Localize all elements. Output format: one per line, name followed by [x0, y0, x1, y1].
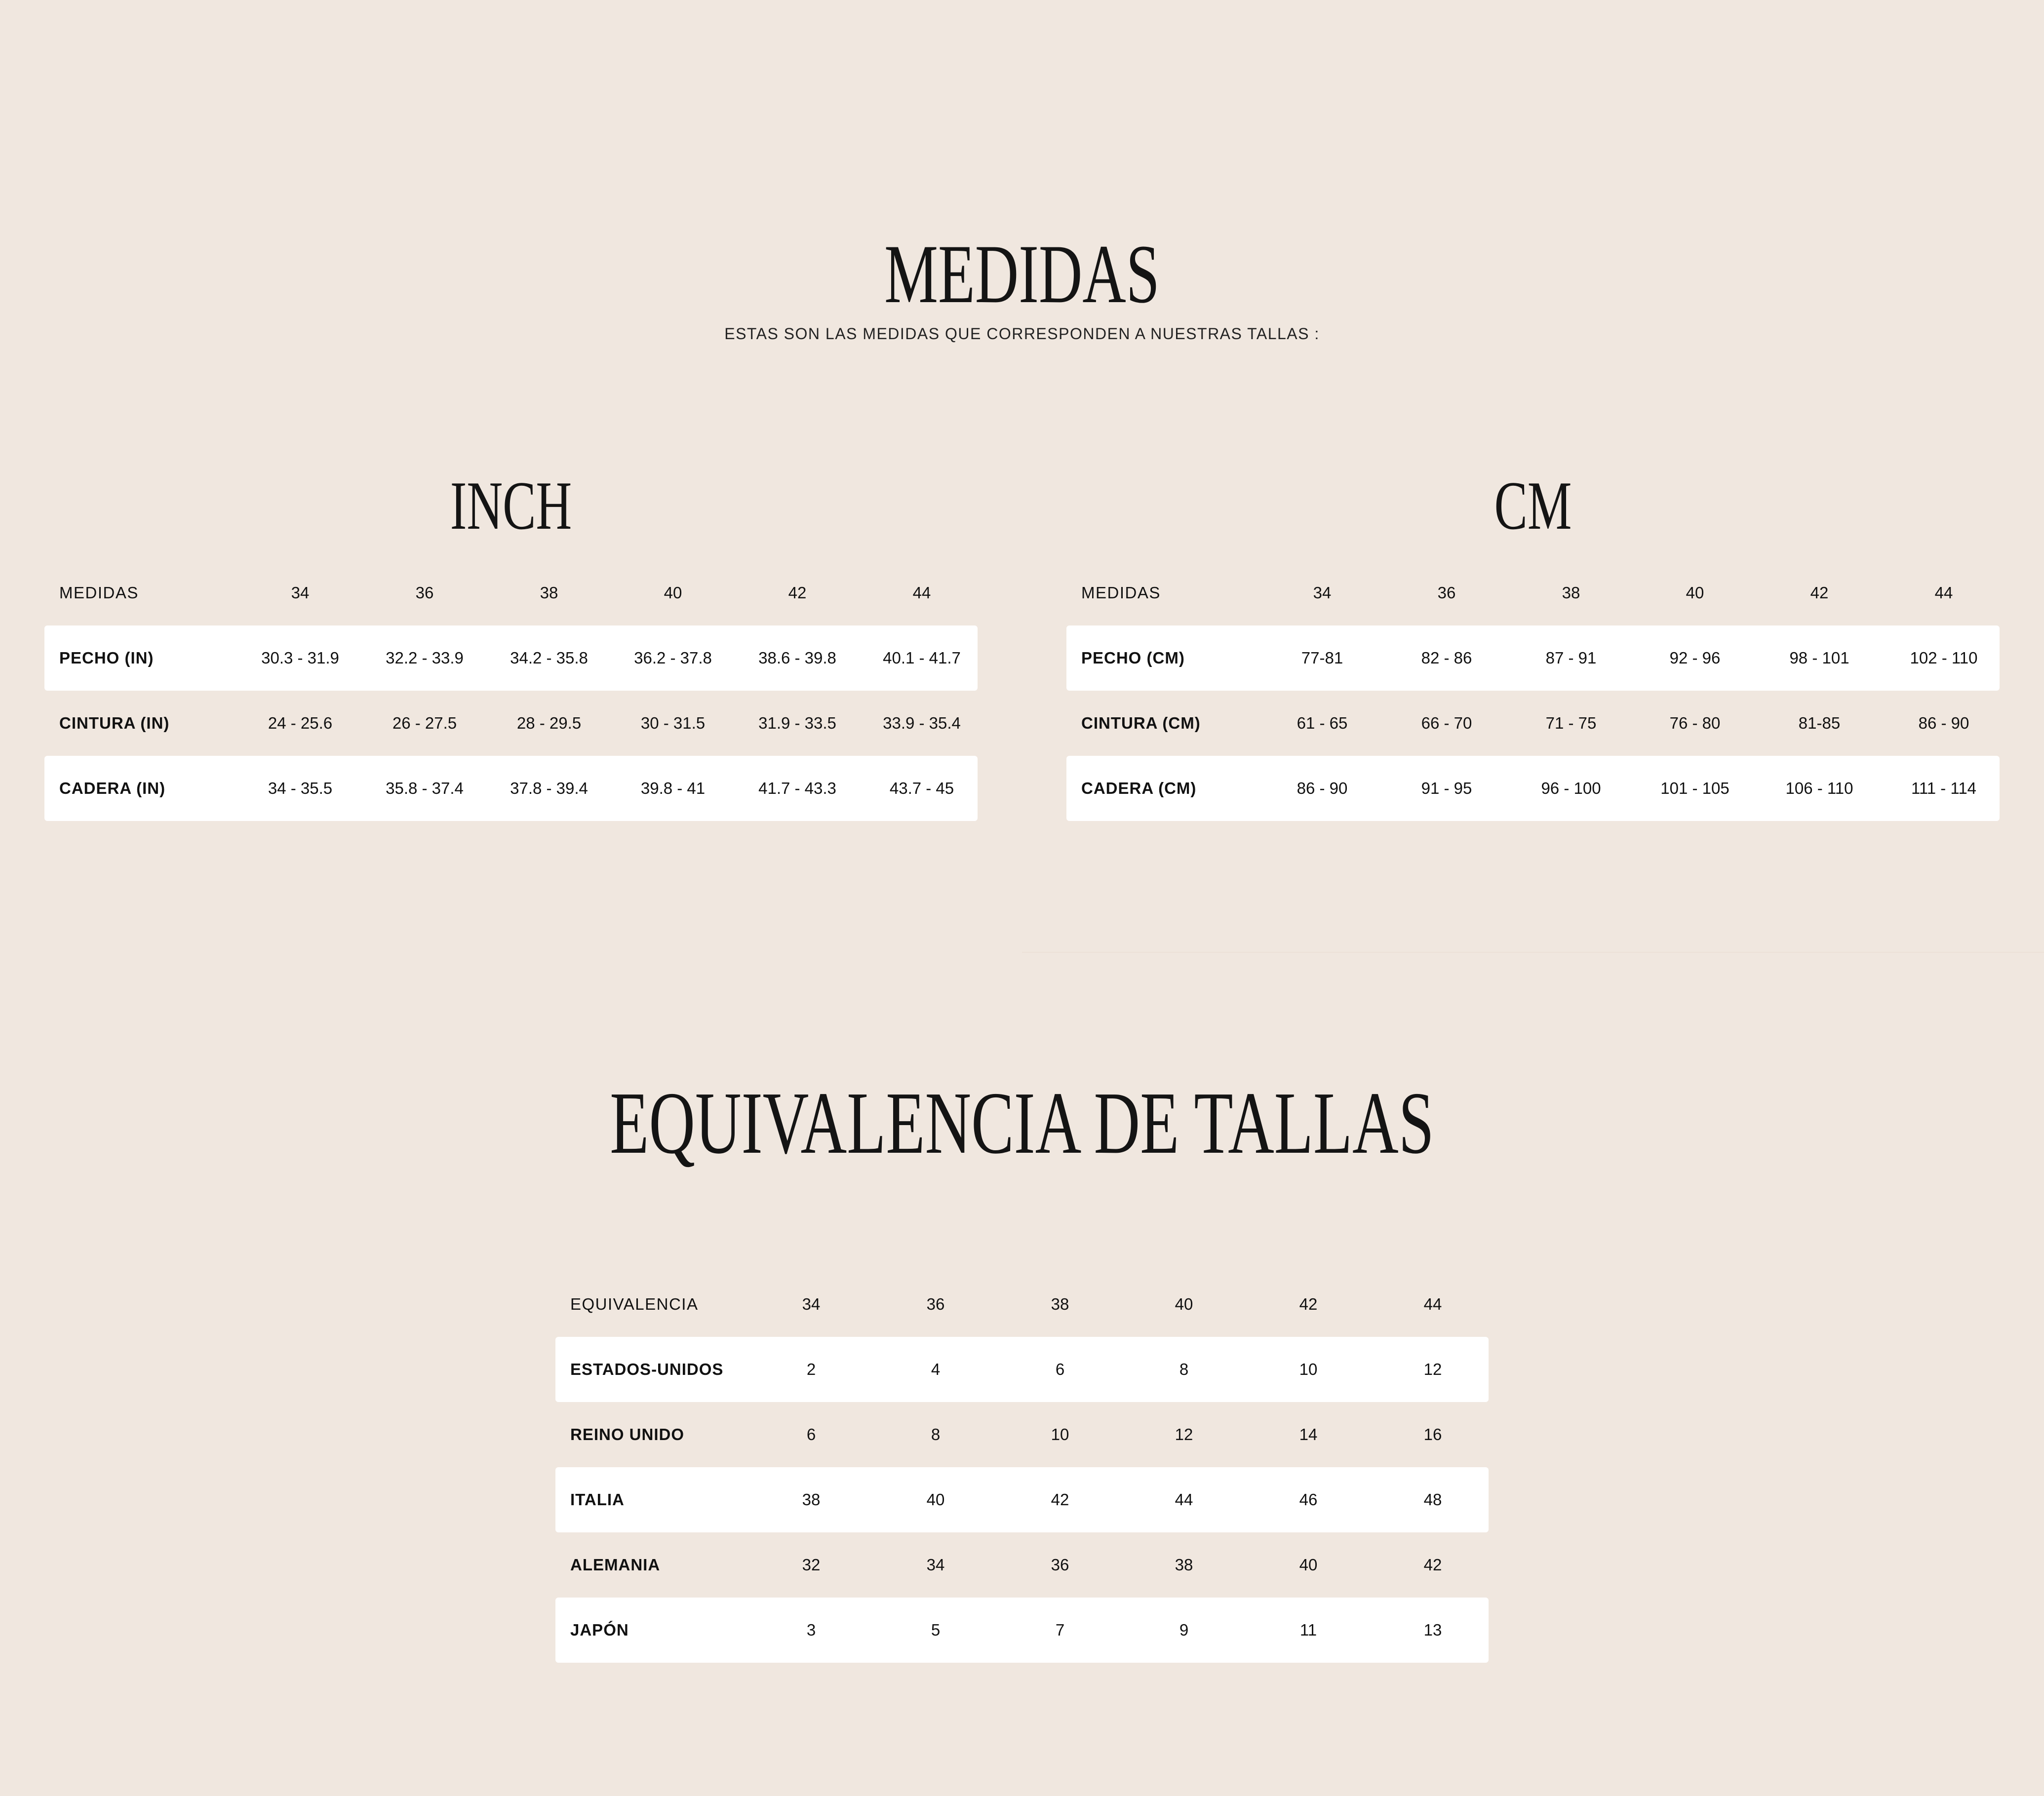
table-row-cadera [1066, 756, 2000, 821]
table-cell: 7 [1055, 1621, 1065, 1639]
section-divider [1022, 952, 2044, 953]
table-cell: 34.2 - 35.8 [510, 649, 588, 667]
table-cell: 36 [1051, 1556, 1069, 1574]
table-cell: 24 - 25.6 [268, 714, 333, 732]
column-header-36: 36 [415, 584, 434, 602]
table-cell: 13 [1423, 1621, 1442, 1639]
page-title: MEDIDAS [884, 228, 1160, 320]
table-cell: 3 [806, 1621, 816, 1639]
table-cell: 12 [1175, 1425, 1193, 1444]
equivalence-table [555, 1272, 1489, 1663]
table-cell: 28 - 29.5 [516, 714, 582, 732]
table-cell: 9 [1179, 1621, 1189, 1639]
table-cell: 92 - 96 [1669, 649, 1721, 667]
table-header-row [44, 560, 978, 625]
column-header-42: 42 [788, 584, 807, 602]
table-cell: 43.7 - 45 [889, 779, 954, 797]
table-cell: 14 [1299, 1425, 1318, 1444]
table-cell: 48 [1423, 1490, 1442, 1509]
table-cell: 76 - 80 [1669, 714, 1721, 732]
table-row-estados-unidos [555, 1337, 1489, 1402]
table-cell: 91 - 95 [1421, 779, 1472, 797]
table-cell: 42 [1051, 1490, 1069, 1509]
table-row-cadera [44, 756, 978, 821]
table-cell: 77-81 [1301, 649, 1343, 667]
column-header-34: 34 [1313, 584, 1332, 602]
table-cell: 101 - 105 [1660, 779, 1730, 797]
column-header-38: 38 [1562, 584, 1580, 602]
table-cell: 26 - 27.5 [392, 714, 457, 732]
column-header-38: 38 [1051, 1295, 1069, 1313]
row-label: REINO UNIDO [570, 1425, 685, 1444]
table-cell: 6 [806, 1425, 816, 1444]
table-cell: 71 - 75 [1545, 714, 1597, 732]
table-row-italia [555, 1467, 1489, 1532]
row-label: ALEMANIA [570, 1556, 661, 1574]
column-header-medidas: MEDIDAS [59, 584, 139, 602]
table-cell: 32.2 - 33.9 [386, 649, 464, 667]
table-cell: 36.2 - 37.8 [634, 649, 712, 667]
column-header-40: 40 [1175, 1295, 1193, 1313]
row-label: PECHO (IN) [59, 649, 154, 667]
column-header-equivalencia: EQUIVALENCIA [570, 1295, 699, 1313]
table-cell: 81-85 [1798, 714, 1841, 732]
table-row-reino-unido [555, 1402, 1489, 1467]
table-cell: 8 [1179, 1360, 1189, 1378]
column-header-44: 44 [912, 584, 931, 602]
table-cell: 38 [1175, 1556, 1193, 1574]
table-cell: 2 [806, 1360, 816, 1378]
table-cell: 31.9 - 33.5 [758, 714, 836, 732]
row-label: CADERA (IN) [59, 779, 166, 797]
table-cell: 12 [1423, 1360, 1442, 1378]
table-cell: 30.3 - 31.9 [261, 649, 339, 667]
column-header-44: 44 [1934, 584, 1953, 602]
table-cell: 102 - 110 [1910, 649, 1978, 667]
table-row-pecho [1066, 625, 2000, 691]
table-cell: 39.8 - 41 [640, 779, 706, 797]
table-header-row [555, 1272, 1489, 1337]
table-cell: 11 [1299, 1621, 1317, 1639]
row-label: JAPÓN [570, 1621, 629, 1639]
row-label: CADERA (CM) [1081, 779, 1197, 797]
table-cell: 35.8 - 37.4 [386, 779, 464, 797]
table-cell: 86 - 90 [1297, 779, 1348, 797]
table-cell: 34 - 35.5 [268, 779, 333, 797]
table-cell: 30 - 31.5 [640, 714, 706, 732]
cm-size-table [1066, 560, 2000, 821]
table-cell: 40 [926, 1490, 945, 1509]
column-header-40: 40 [1686, 584, 1704, 602]
page-subtitle: ESTAS SON LAS MEDIDAS QUE CORRESPONDEN A NUESTRAS TALLAS : [724, 325, 1320, 343]
table-cell: 96 - 100 [1541, 779, 1601, 797]
row-label: CINTURA (CM) [1081, 714, 1201, 732]
column-header-44: 44 [1423, 1295, 1442, 1313]
table-cell: 42 [1423, 1556, 1442, 1574]
table-cell: 41.7 - 43.3 [758, 779, 836, 797]
table-cell: 40.1 - 41.7 [883, 649, 961, 667]
table-cell: 86 - 90 [1918, 714, 1969, 732]
table-cell: 106 - 110 [1785, 779, 1853, 797]
table-cell: 10 [1299, 1360, 1318, 1378]
table-cell: 44 [1175, 1490, 1193, 1509]
table-row-pecho [44, 625, 978, 691]
table-cell: 40 [1299, 1556, 1318, 1574]
table-row-cintura [44, 691, 978, 756]
table-cell: 46 [1299, 1490, 1318, 1509]
table-cell: 6 [1055, 1360, 1065, 1378]
table-cell: 5 [931, 1621, 941, 1639]
table-row-cintura [1066, 691, 2000, 756]
cm-section-title: CM [1494, 468, 1572, 544]
table-cell: 82 - 86 [1421, 649, 1472, 667]
table-cell: 66 - 70 [1421, 714, 1472, 732]
table-cell: 10 [1051, 1425, 1069, 1444]
column-header-42: 42 [1299, 1295, 1318, 1313]
table-cell: 34 [926, 1556, 945, 1574]
equivalence-title: EQUIVALENCIA DE TALLAS [610, 1074, 1434, 1172]
table-cell: 98 - 101 [1789, 649, 1849, 667]
table-cell: 8 [931, 1425, 941, 1444]
column-header-36: 36 [1437, 584, 1456, 602]
column-header-34: 34 [291, 584, 310, 602]
row-label: CINTURA (IN) [59, 714, 170, 732]
table-cell: 38.6 - 39.8 [758, 649, 836, 667]
inch-size-table [44, 560, 978, 821]
table-cell: 37.8 - 39.4 [510, 779, 588, 797]
inch-section-title: INCH [450, 468, 572, 544]
column-header-42: 42 [1810, 584, 1829, 602]
table-row-japon [555, 1598, 1489, 1663]
table-cell: 87 - 91 [1545, 649, 1597, 667]
row-label: ESTADOS-UNIDOS [570, 1360, 724, 1378]
column-header-34: 34 [802, 1295, 821, 1313]
row-label: ITALIA [570, 1490, 625, 1509]
column-header-38: 38 [540, 584, 558, 602]
column-header-36: 36 [926, 1295, 945, 1313]
table-cell: 4 [931, 1360, 941, 1378]
table-cell: 32 [802, 1556, 821, 1574]
column-header-40: 40 [664, 584, 682, 602]
table-cell: 16 [1423, 1425, 1442, 1444]
row-label: PECHO (CM) [1081, 649, 1185, 667]
table-cell: 111 - 114 [1911, 779, 1977, 797]
table-cell: 61 - 65 [1297, 714, 1348, 732]
table-row-alemania [555, 1532, 1489, 1598]
column-header-medidas: MEDIDAS [1081, 584, 1161, 602]
table-header-row [1066, 560, 2000, 625]
table-cell: 38 [802, 1490, 821, 1509]
table-cell: 33.9 - 35.4 [883, 714, 961, 732]
